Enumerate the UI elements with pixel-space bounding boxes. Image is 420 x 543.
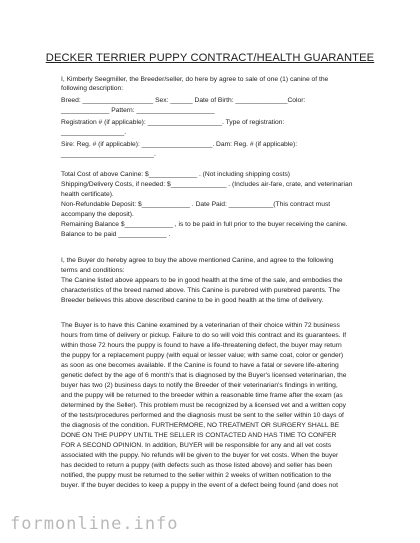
registration-field-line: _________________. [61,129,127,136]
exam-paragraph-line: notified, the puppy must be returned to the seller within 2 weeks of written notification to the [61,472,332,479]
buyer-paragraph-line: characteristics of the breed named above. This Canine is purebred with purebred parents. The [61,287,340,294]
exam-paragraph-line: of the tests/procedures performed and the diagnosis must be sent to the seller within 10 days of [61,412,344,419]
exam-paragraph-line: the puppy for a replacement puppy (with equal or lesser value; with same coat, color or gender) [61,352,344,359]
exam-paragraph-line: buyer has two (2) business days to notify the Breeder of their veterinarian's findings in writing, [61,382,338,389]
pattern-field-line: _____________ Pattern: _____________________ [61,107,215,114]
exam-paragraph-line: genetic defect by the age of 6 month's that is diagnosed by the Buyer's licensed veterinarian, the [61,372,347,379]
sire-dam-field-line: Sire: Reg. # (if applicable): ___________________. Dam: Reg. # (if applicable): [61,141,298,148]
page-title: DECKER TERRIER PUPPY CONTRACT/HEALTH GUARANTEE [45,52,375,64]
exam-paragraph-line: determined by the Seller). This problem must be recognized by a licensed vet and a written copy [61,402,346,409]
buyer-paragraph-line: terms and conditions: [61,267,125,274]
exam-paragraph-line: The Buyer is to have this Canine examined by a veterinarian of their choice within 72 business [61,322,340,329]
exam-paragraph-line: buyer. If the buyer decides to keep a puppy in the event of a defect being found (and does not [61,482,338,489]
breed-field-line: Breed: ___________________ Sex: ______ Date of Birth: ______________Color: [61,97,306,104]
buyer-paragraph-line: Breeder believes this above described canine to be in good health at the time of delivery. [61,297,324,304]
balance-due-line: Balance to be paid _____________ . [61,231,171,238]
exam-paragraph-line: associated with the puppy. No refunds will be given to the buyer for vet costs. When the buyer [61,452,339,459]
exam-paragraph-line: and the puppy will be returned to the breeder within a reasonable time frame after the exam (as [61,392,343,399]
exam-paragraph-line: hours from time of delivery or pickup. Failure to do so will void this contract and its guarantees. If [61,332,347,339]
exam-paragraph-line: the diagnosis of the condition. FURTHERMORE, NO TREATMENT OR SURGERY SHALL BE [61,422,340,429]
exam-paragraph-line: within those 72 hours the puppy is found to have a life-threatening defect, the buyer may return [61,342,342,349]
exam-paragraph-line: DONE ON THE PUPPY UNTIL THE SELLER IS CONTACTED AND HAS TIME TO CONFER [61,432,337,439]
site-watermark: formonline.info [10,514,179,534]
remaining-balance-line: Remaining Balance $_____________ , is to be paid in full prior to the buyer receiving the canine. [61,221,348,228]
exam-paragraph-line: FOR A SECOND OPINION. In addition, BUYER will be responsible for any and all vet costs [61,442,332,449]
intro-line: following description: [61,85,124,92]
shipping-cost-line: health certificate). [61,191,114,198]
intro-line: I, Kimberly Seegmiller, the Breeder/seller, do here by agree to sale of one (1) canine of the [61,76,329,83]
buyer-paragraph-line: I, the Buyer do hereby agree to buy the above mentioned Canine, and agree to the following [61,257,334,264]
deposit-line: accompany the deposit). [61,211,134,218]
shipping-cost-line: Shipping/Delivery Costs, if needed: $_______________ . (Includes air-fare, crate, and veterinarian [61,181,353,188]
deposit-line: Non-Refundable Deposit: $_____________ . Date Paid: ____________(This contract must [61,201,331,208]
total-cost-line: Total Cost of above Canine: $_____________ . (Not including shipping costs) [61,171,291,178]
exam-paragraph-line: has decided to return a puppy (with defects such as those listed above) and seller has been [61,462,333,469]
buyer-paragraph-line: The Canine listed above appears to be in good health at the time of the sale, and embodies the [61,277,343,284]
exam-paragraph-line: as soon as one becomes available. If the Canine is found to have a fatal or severe life-altering [61,362,339,369]
sire-dam-field-line: _________________________. [61,151,156,158]
registration-field-line: Registration # (if applicable): ____________________. Type of registration: [61,119,285,126]
